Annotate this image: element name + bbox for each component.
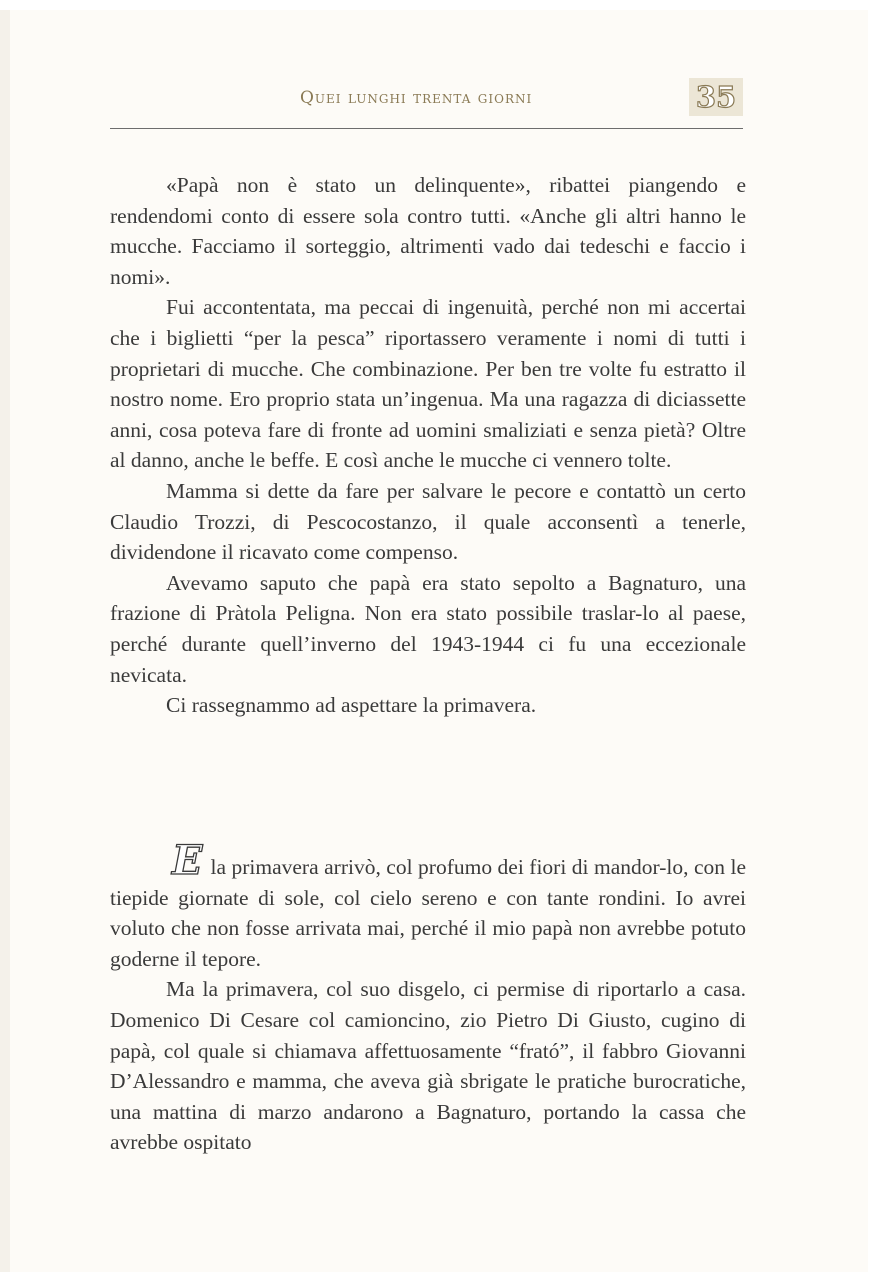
- header-rule: [110, 128, 743, 129]
- paragraph: Fui accontentata, ma peccai di ingenuità, perché non mi accertai che i biglietti “per la pesca” riportassero veramente i nomi di tutti i proprietari di mucche. Che combinazione. Per ben tre volte fu estratto il nostro nome. Ero proprio stata un’ingenua. Ma una ragazza di diciassette anni, cosa poteva fare di fronte ad uomini smaliziati e senza pietà? Oltre al danno, anche le beffe. E così anche le mucche ci vennero tolte.: [110, 295, 746, 473]
- drop-cap: E: [172, 837, 203, 884]
- paragraph: Ma la primavera, col suo disgelo, ci permise di riportarlo a casa. Domenico Di Cesare col camioncino, zio Pietro Di Giusto, cugino di papà, col quale si chiamava affettuosamente “frató”, il fabbro Giovanni D’Alessandro e mamma, che aveva già sbrigate le pratiche burocratiche, una mattina di marzo andarono a Bagnaturo, portando la cassa che avrebbe ospitato: [110, 977, 746, 1155]
- paragraph: Mamma si dette da fare per salvare le pecore e contattò un certo Claudio Trozzi, di Pescocostanzo, il quale acconsentì a tenerle, dividendone il ricavato come compenso.: [110, 478, 746, 565]
- text-section-1: [110, 170, 746, 721]
- page-edge: [0, 10, 10, 1272]
- opening-paragraph-text: la primavera arrivò, col profumo dei fiori di mandor-lo, con le tiepide giornate di sole, col cielo sereno e con tante rondini. Io avrei voluto che non fosse arrivata mai, perché il mio papà non avrebbe potuto goderne il tepore.: [110, 855, 746, 971]
- paragraph: «Papà non è stato un delinquente», ribattei piangendo e rendendomi conto di essere sola contro tutti. «Anche gli altri hanno le mucche. Facciamo il sorteggio, altrimenti vado dai tedeschi e faccio i nomi».: [110, 173, 746, 289]
- drop-cap-container: [110, 837, 211, 884]
- page-number: 35: [689, 78, 743, 116]
- paragraph: Avevamo saputo che papà era stato sepolto a Bagnaturo, una frazione di Pràtola Peligna. Non era stato possibile traslar-lo al paese, perché durante quell’inverno del 1943-1944 ci fu una eccezionale nevicata.: [110, 570, 746, 687]
- opening-paragraph: [110, 837, 746, 974]
- paragraph: Ci rassegnammo ad aspettare la primavera.: [166, 693, 537, 718]
- running-head-title: Quei lunghi trenta giorni: [300, 88, 533, 108]
- text-section-2: [110, 837, 746, 1158]
